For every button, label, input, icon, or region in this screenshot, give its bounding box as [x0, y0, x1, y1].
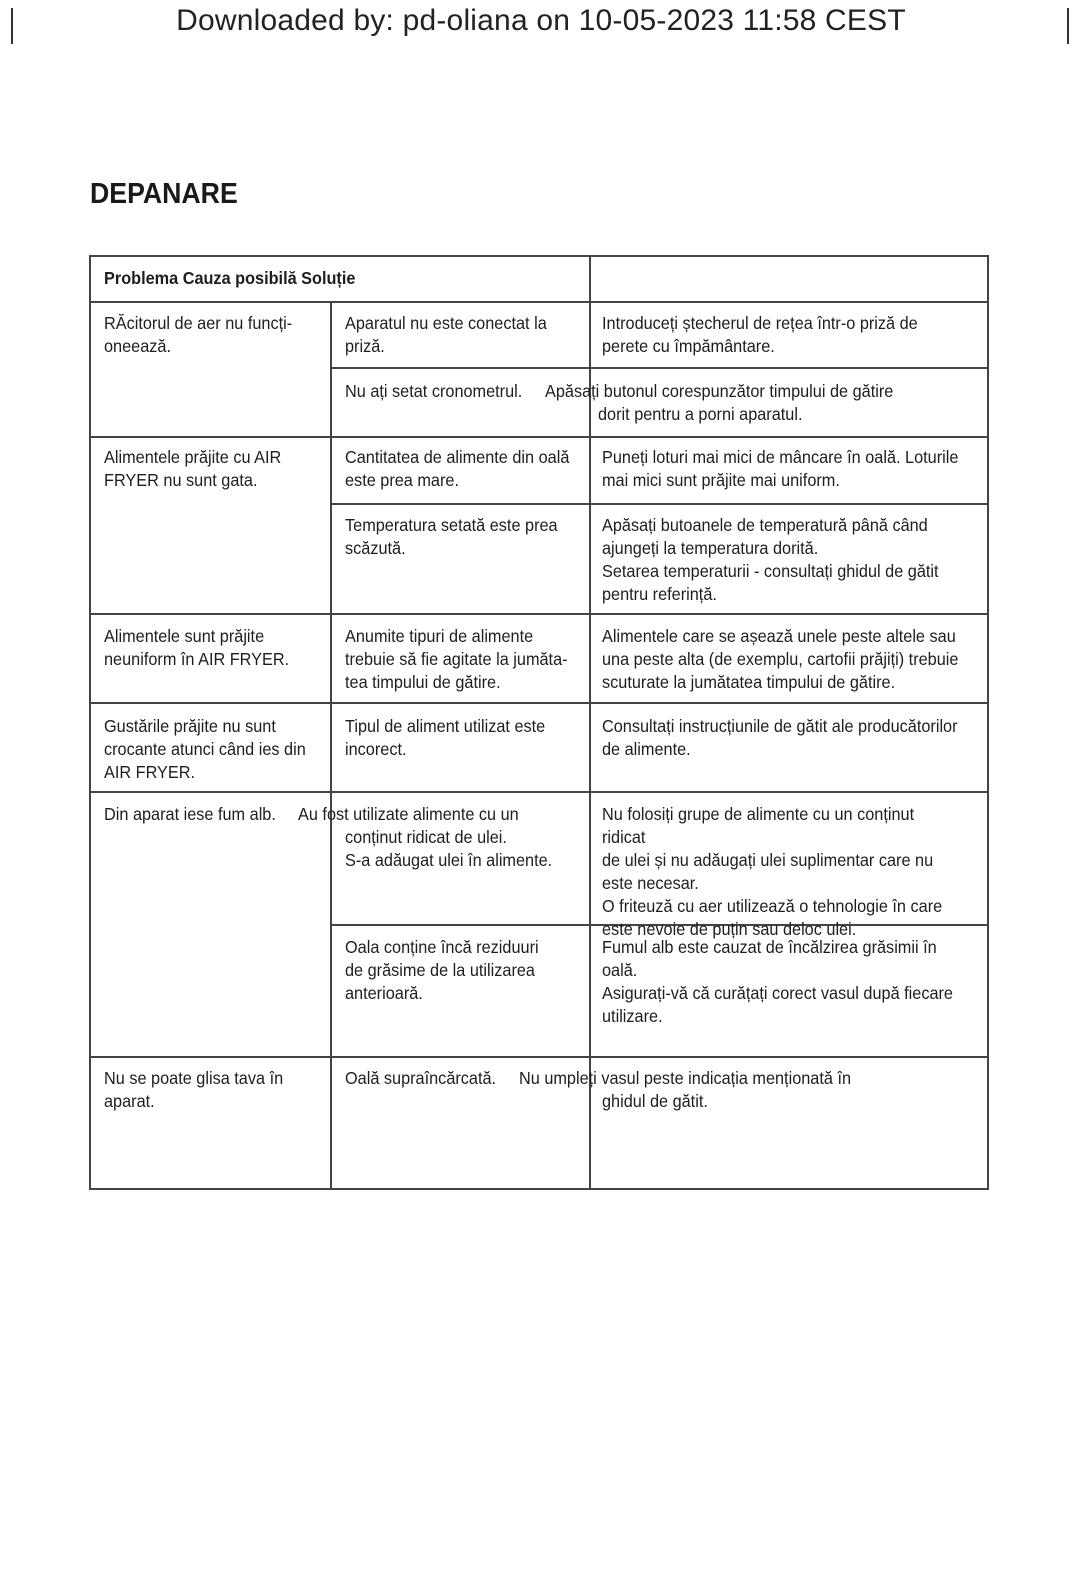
row-6-problem: Nu se poate glisa tava în aparat.: [104, 1068, 284, 1111]
row-1-cause-2: Nu ați setat cronometrul.: [345, 381, 523, 401]
row-6-solution-1-lead: Nu umpleți vasul peste indicația menționată în: [519, 1068, 852, 1088]
subrow-divider-2: [330, 503, 989, 505]
page-title: DEPANARE: [90, 178, 238, 210]
row-6-solution-1: ghidul de gătit.: [602, 1091, 708, 1111]
row-1-solution-2: Apăsați butonul corespunzător timpului de gătire dorit pentru a porni aparatul.: [545, 381, 894, 424]
table-border-left: [89, 255, 91, 1190]
row-2-solution-2: Apăsați butoanele de temperatură până când ajungeți la temperatura dorită. Setarea temperaturii - consultați ghidul de gătit pentru referință.: [602, 515, 939, 604]
table-border-right: [987, 255, 989, 1190]
row-2-solution-1: Puneți loturi mai mici de mâncare în oală. Loturile mai mici sunt prăjite mai uniform.: [602, 447, 959, 490]
table-border-bottom: [89, 1188, 989, 1190]
row-divider-header: [89, 301, 989, 303]
row-2-cause-2: Temperatura setată este prea scăzută.: [345, 515, 558, 558]
row-5-problem: Din aparat iese fum alb.: [104, 804, 276, 824]
row-5-cause-1: conținut ridicat de ulei. S-a adăugat ulei în alimente.: [345, 827, 553, 870]
row-divider-2: [89, 613, 989, 615]
row-4-problem: Gustările prăjite nu sunt crocante atunci când ies din AIR FRYER.: [104, 716, 306, 782]
row-divider-3: [89, 702, 989, 704]
row-3-problem: Alimentele sunt prăjite neuniform în AIR FRYER.: [104, 626, 290, 669]
row-6-cause-1: Oală supraîncărcată.: [345, 1068, 497, 1088]
row-5-solution-1: Nu folosiți grupe de alimente cu un conținut ridicat de ulei și nu adăugați ulei suplimentar care nu este necesar. O friteuză cu aer utilizează o tehnologie în care este nevoie de puțin sau deloc ulei.: [602, 804, 943, 939]
download-notice: Downloaded by: pd-oliana on 10-05-2023 11:58 CEST: [176, 4, 906, 37]
row-divider-5: [89, 1056, 989, 1058]
row-5-cause-1-lead: Au fost utilizate alimente cu un: [298, 804, 519, 824]
row-divider-4: [89, 791, 989, 793]
row-4-solution-1: Consultați instrucțiunile de gătit ale producătorilor de alimente.: [602, 716, 958, 759]
row-2-problem: Alimentele prăjite cu AIR FRYER nu sunt gata.: [104, 447, 282, 490]
row-3-solution-1: Alimentele care se așează unele peste altele sau una peste alta (de exemplu, cartofii prăjiți) trebuie scuturate la jumătatea timpului de gătire.: [602, 626, 959, 692]
row-2-cause-1: Cantitatea de alimente din oală este prea mare.: [345, 447, 570, 490]
row-1-problem: RĂcitorul de aer nu funcți- oneează.: [104, 313, 293, 356]
table-header: Problema Cauza posibilă Soluție: [104, 268, 356, 288]
row-1-cause-1: Aparatul nu este conectat la priză.: [345, 313, 547, 356]
row-1-solution-1: Introduceți ștecherul de rețea într-o priză de perete cu împământare.: [602, 313, 918, 356]
row-divider-1: [89, 436, 989, 438]
row-4-cause-1: Tipul de aliment utilizat este incorect.: [345, 716, 546, 759]
row-3-cause-1: Anumite tipuri de alimente trebuie să fie agitate la jumăta- tea timpului de gătire.: [345, 626, 568, 692]
table-border-top: [89, 255, 989, 257]
subrow-divider-1: [330, 367, 989, 369]
row-5-solution-2: Fumul alb este cauzat de încălzirea grăsimii în oală. Asigurați-vă că curățați corect vasul după fiecare utilizare.: [602, 937, 953, 1026]
row-5-cause-2: Oala conține încă reziduuri de grăsime de la utilizarea anterioară.: [345, 937, 539, 1003]
troubleshooting-table: [89, 255, 989, 1190]
